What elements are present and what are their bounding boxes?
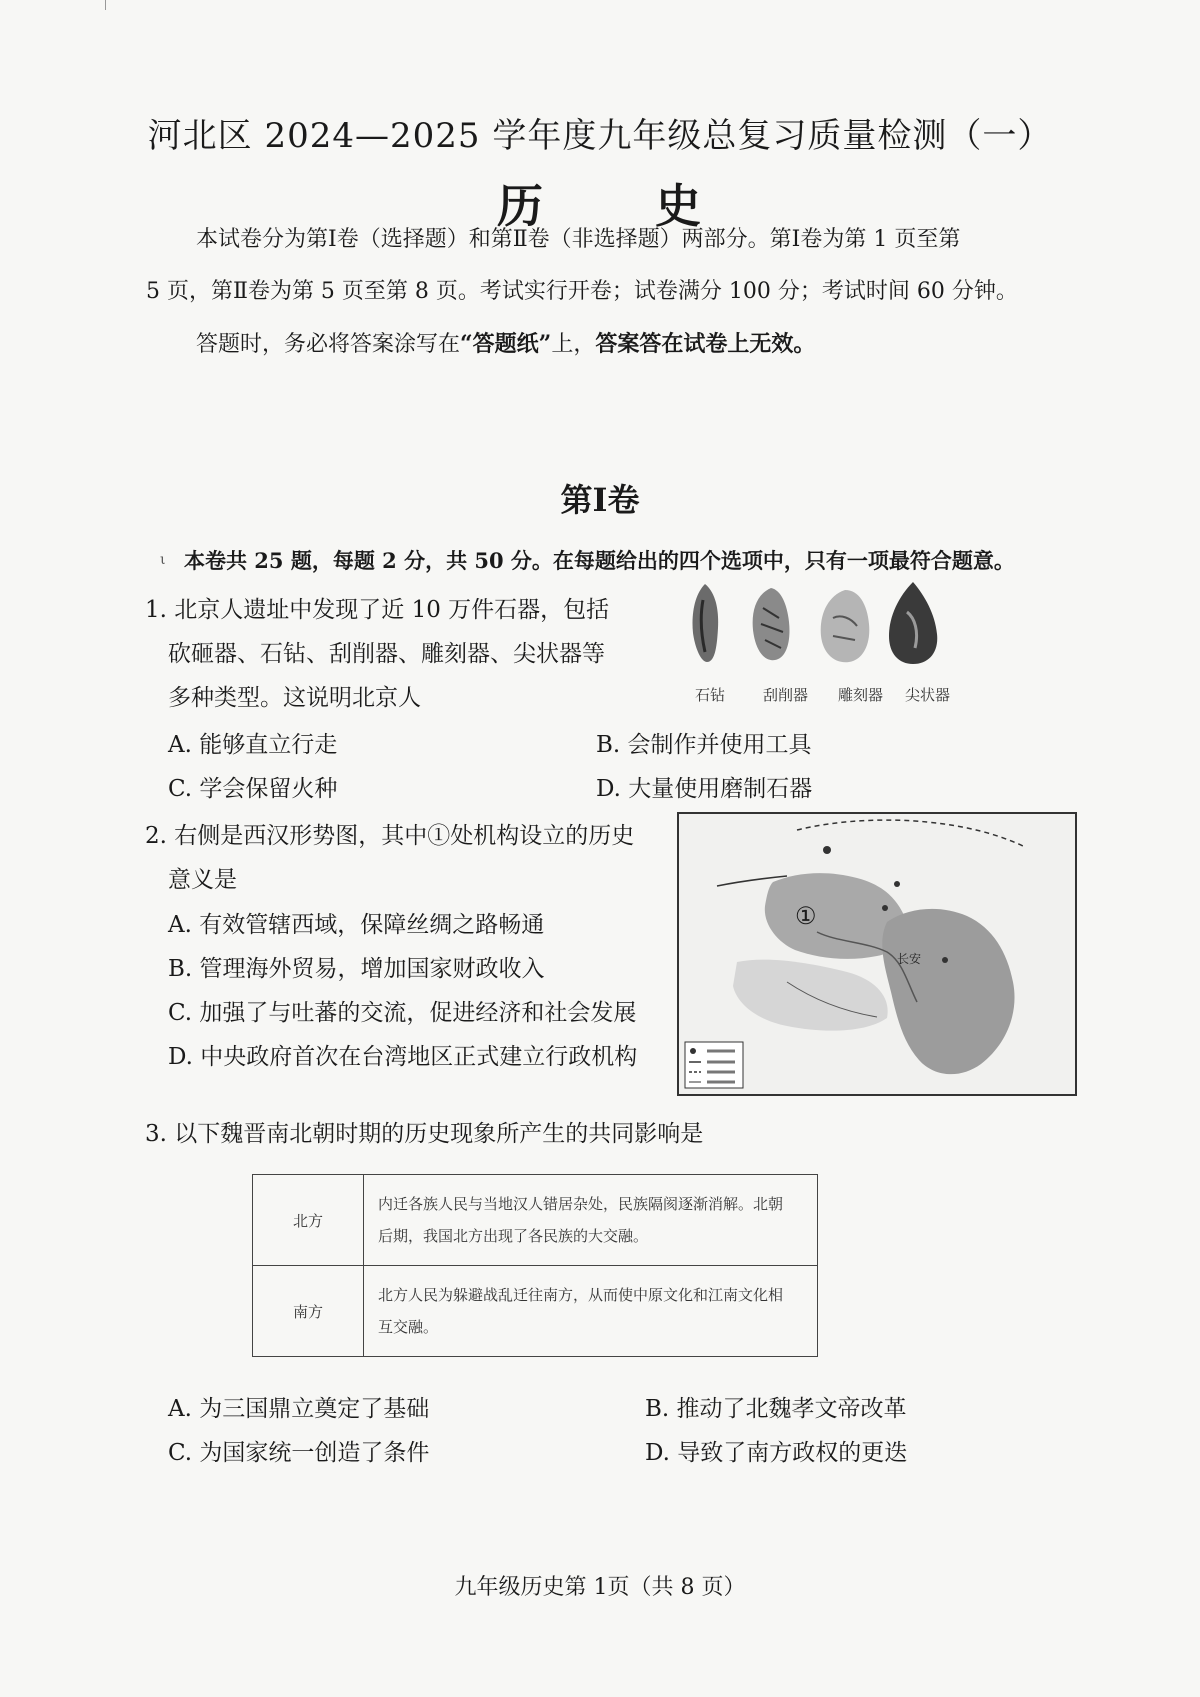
intro-text: 答题时，务必将答案涂写在 <box>196 332 461 357</box>
q3-stem: 3. 以下魏晋南北朝时期的历史现象所产生的共同影响是 <box>145 1121 704 1147</box>
q3-option-a: A. 为三国鼎立奠定了基础 <box>168 1396 430 1422</box>
tool-label: 石钻 <box>695 686 726 704</box>
q1-option-c: C. 学会保留火种 <box>168 776 338 802</box>
answer-sheet-term: “答题纸” <box>460 331 552 357</box>
burin-image <box>821 590 870 662</box>
q2-stem-line-1: 2. 右侧是西汉形势图，其中①处机构设立的历史 <box>145 823 635 849</box>
scan-mark <box>105 0 106 10</box>
q1-stem-line-1: 1. 北京人遗址中发现了近 10 万件石器，包括 <box>145 597 610 623</box>
q2-option-a: A. 有效管辖西域，保障丝绸之路畅通 <box>168 912 545 938</box>
scan-mark: ι <box>160 552 166 568</box>
q1-stem-line-3: 多种类型。这说明北京人 <box>168 685 421 711</box>
subject-char-1: 历 <box>497 179 545 233</box>
exam-title: 河北区 2024—2025 学年度九年级总复习质量检测（一） <box>147 116 1053 156</box>
table-row-header: 北方 <box>253 1175 364 1266</box>
q3-table <box>252 1174 818 1357</box>
cell-line: 互交融。 <box>378 1318 439 1336</box>
tool-label: 雕刻器 <box>838 686 884 704</box>
scraper-image <box>753 588 790 660</box>
q3-option-c: C. 为国家统一创造了条件 <box>168 1440 430 1466</box>
table-cell <box>364 1266 818 1357</box>
section-instruction: 本卷共 25 题，每题 2 分，共 50 分。在每题给出的四个选项中，只有一项最符合题意。 <box>184 548 1015 573</box>
tool-label: 尖状器 <box>905 686 951 704</box>
tool-label: 刮削器 <box>763 686 809 704</box>
map-label-changan: 长安 <box>897 952 922 966</box>
q1-stem-line-2: 砍砸器、石钻、刮削器、雕刻器、尖状器等 <box>168 641 605 667</box>
table-row <box>253 1175 818 1266</box>
stone-tools-image <box>685 578 945 668</box>
intro-line-2: 5 页，第Ⅱ卷为第 5 页至第 8 页。考试实行开卷；试卷满分 100 分；考试时间 60 分钟。 <box>146 279 1018 304</box>
intro-line-1: 本试卷分为第Ⅰ卷（选择题）和第Ⅱ卷（非选择题）两部分。第Ⅰ卷为第 1 页至第 <box>196 227 961 252</box>
western-han-map <box>677 812 1077 1096</box>
q3-option-b: B. 推动了北魏孝文帝改革 <box>645 1396 907 1422</box>
q2-option-b: B. 管理海外贸易，增加国家财政收入 <box>168 956 545 982</box>
table-row <box>253 1266 818 1357</box>
section-title: 第Ⅰ卷 <box>560 481 640 519</box>
table-row-header: 南方 <box>253 1266 364 1357</box>
cell-line: 内迁各族人民与当地汉人错居杂处，民族隔阂逐渐消解。北朝 <box>378 1195 784 1213</box>
q2-option-d: D. 中央政府首次在台湾地区正式建立行政机构 <box>168 1044 638 1070</box>
cell-line: 北方人民为躲避战乱迁往南方，从而使中原文化和江南文化相 <box>378 1286 784 1304</box>
q1-option-b: B. 会制作并使用工具 <box>596 732 812 758</box>
table-cell <box>364 1175 818 1266</box>
intro-line-3 <box>196 326 815 363</box>
subject-char-2: 史 <box>655 179 703 233</box>
cell-line: 后期，我国北方出现了各民族的大交融。 <box>378 1227 649 1245</box>
map-marker-1: ① <box>795 902 817 930</box>
stone-drill-image <box>693 584 719 662</box>
intro-text: 上， <box>551 332 596 357</box>
q3-option-d: D. 导致了南方政权的更迭 <box>645 1440 908 1466</box>
pointed-tool-image <box>889 582 937 664</box>
invalid-notice: 答案答在试卷上无效。 <box>595 331 816 357</box>
page-footer: 九年级历史第 1页（共 8 页） <box>454 1575 746 1600</box>
q2-option-c: C. 加强了与吐蕃的交流，促进经济和社会发展 <box>168 1000 637 1026</box>
q2-stem-line-2: 意义是 <box>168 867 237 893</box>
q1-option-a: A. 能够直立行走 <box>168 732 338 758</box>
q1-option-d: D. 大量使用磨制石器 <box>596 776 813 802</box>
